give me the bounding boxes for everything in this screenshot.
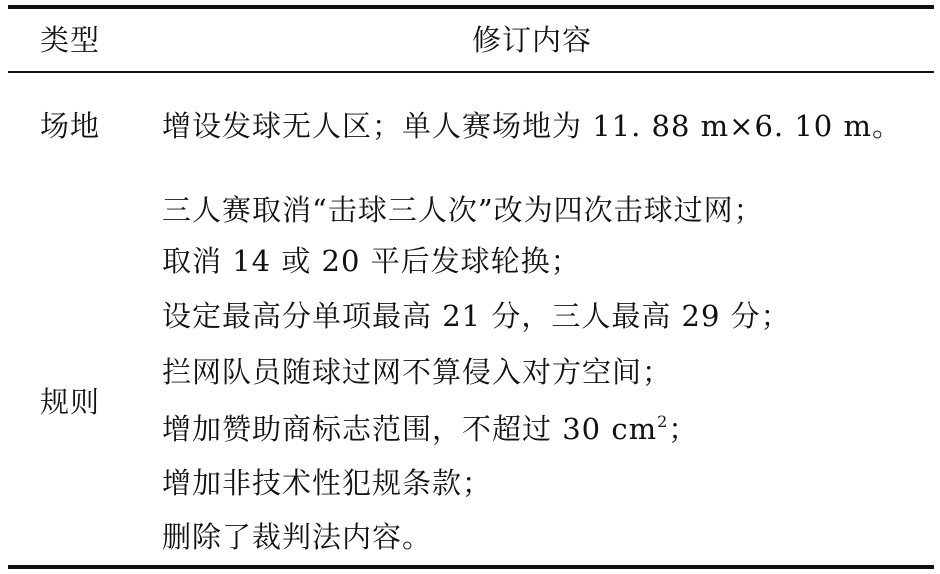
header-type: 类型 bbox=[40, 23, 101, 57]
row-type-venue: 场地 bbox=[40, 109, 101, 143]
rules-line-7: 删除了裁判法内容。 bbox=[162, 520, 433, 554]
rules-line-5 bbox=[162, 411, 698, 447]
row-content-venue-line: 增设发球无人区；单人赛场地为 11. 88 m×6. 10 m。 bbox=[162, 109, 902, 143]
header-content: 修订内容 bbox=[472, 23, 593, 57]
rules-line-6: 增加非技术性犯规条款； bbox=[162, 466, 493, 500]
rules-line-1: 三人赛取消“击球三人次”改为四次击球过网； bbox=[162, 193, 764, 227]
table-header-rule bbox=[8, 71, 934, 73]
table-top-rule bbox=[8, 5, 934, 9]
rules-line-3: 设定最高分单项最高 21 分，三人最高 29 分； bbox=[162, 299, 791, 333]
rules-line-2: 取消 14 或 20 平后发球轮换； bbox=[162, 244, 581, 278]
superscript-2: 2 bbox=[657, 412, 669, 431]
rules-line-5-tail: ； bbox=[668, 412, 699, 446]
rules-line-4: 拦网队员随球过网不算侵入对方空间； bbox=[162, 355, 673, 389]
rules-line-5-text: 增加赞助商标志范围，不超过 30 cm bbox=[162, 412, 658, 446]
table-bottom-rule bbox=[8, 565, 934, 569]
row-type-rules: 规则 bbox=[40, 385, 101, 419]
